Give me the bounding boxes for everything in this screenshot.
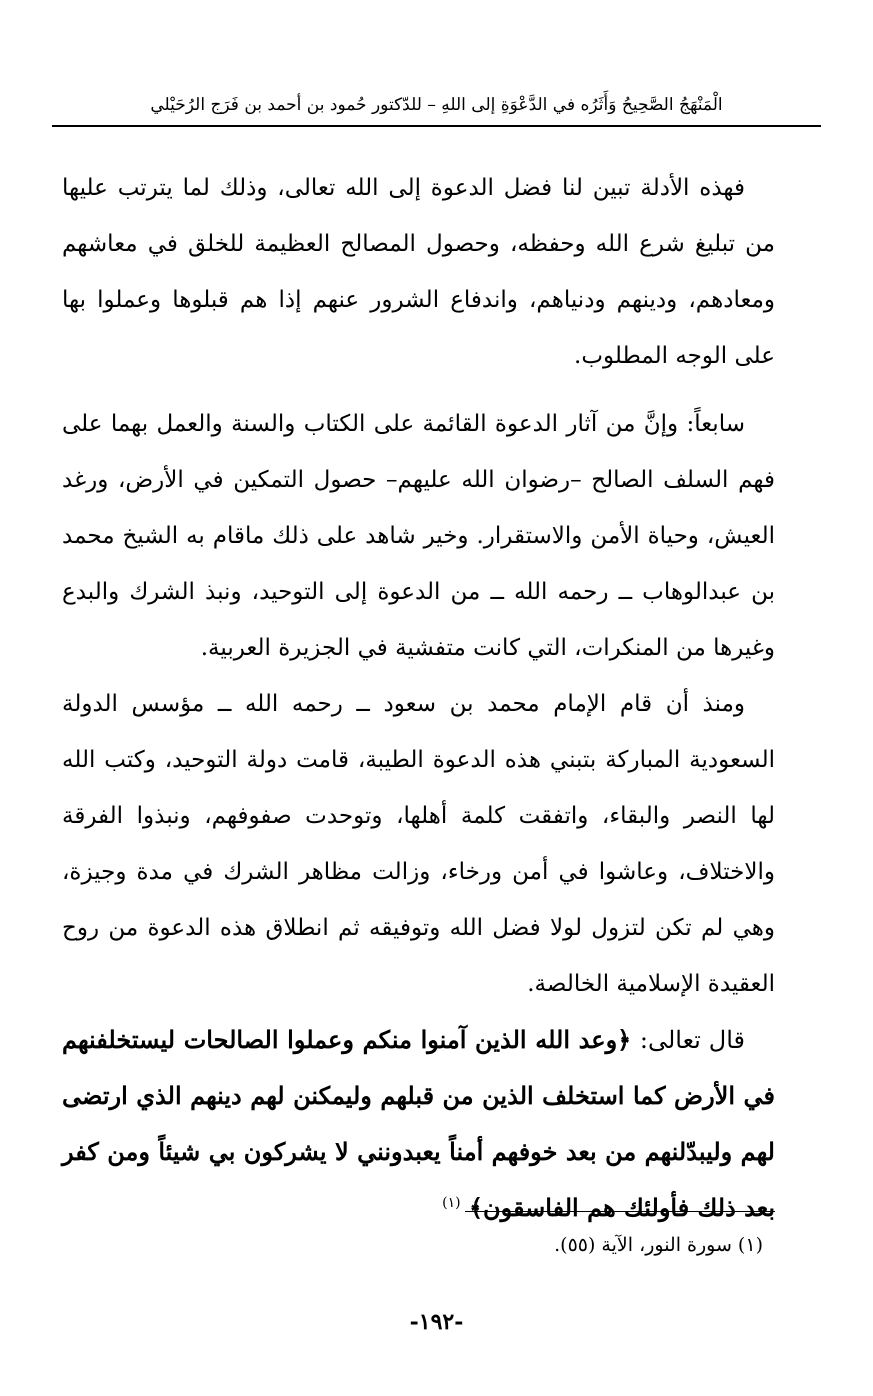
- paragraph-saudi-state: ومنذ أن قام الإمام محمد بن سعود ــ رحمه الله ــ مؤسس الدولة السعودية المباركة بتبني هذه الدعوة الطيبة، قامت دولة التوحيد، وكتب الله لها النصر والبقاء، واتفقت كلمة أهلها، وتوحدت صفوفهم، ونبذوا الفرقة والاختلاف، وعاشوا في أمن ورخاء، وزالت مظاهر الشرك في مدة وجيزة، وهي لم تكن لتزول لولا فضل الله وتوفيقه ثم انطلاق هذه الدعوة من روح العقيدة الإسلامية الخالصة.: [62, 691, 775, 997]
- page-number: -١٩٢-: [409, 1309, 464, 1335]
- header-rule: [52, 125, 821, 127]
- paragraph-seventh-effect: سابعاً: وإنَّ من آثار الدعوة القائمة على الكتاب والسنة والعمل بهما على فهم السلف الصالح –رضوان الله عليهم– حصول التمكين في الأرض، ورغد العيش، وحياة الأمن والاستقرار. وخير شاهد على ذلك ماقام به الشيخ محمد بن عبدالوهاب ــ رحمه الله ــ من الدعوة إلى التوحيد، ونبذ الشرك والبدع وغيرها من المنكرات، التي كانت متفشية في الجزيرة العربية.: [62, 411, 775, 661]
- verse-text: ﴿وعد الله الذين آمنوا منكم وعملوا الصالحات ليستخلفنهم في الأرض كما استخلف الذين من قبلهم وليمكنن لهم دينهم الذي ارتضى لهم وليبدّلنهم من بعد خوفهم أمناً يعبدونني لا يشركون بي شيئاً ومن كفر بعد ذلك فأولئك هم الفاسقون﴾: [62, 1025, 775, 1222]
- body-text: [62, 160, 775, 1236]
- verse-label: قال تعالى:: [639, 1026, 746, 1054]
- footnote-rule: [465, 1211, 775, 1212]
- paragraph-virtue-of-dawah: فهذه الأدلة تبين لنا فضل الدعوة إلى الله تعالى، وذلك لما يترتب عليها من تبليغ شرع الله وحفظه، وحصول المصالح العظيمة للخلق في معاشهم ومعادهم، ودينهم ودنياهم، واندفاع الشرور عنهم إذا هم قبلوها وعملوا بها على الوجه المطلوب.: [62, 175, 775, 369]
- footnote: (١) سورة النور، الآية (٥٥).: [554, 1234, 763, 1256]
- footnote-reference: (١): [442, 1195, 461, 1211]
- running-header: الْمَنْهَجُ الصَّحِيحُ وَأَثَرُه في الدَّعْوَةِ إلى اللهِ – للدّكتور حُمود بن أحمد بن فَرَج الرُحَيْلي: [150, 95, 723, 115]
- quran-verse-block: [62, 1012, 775, 1236]
